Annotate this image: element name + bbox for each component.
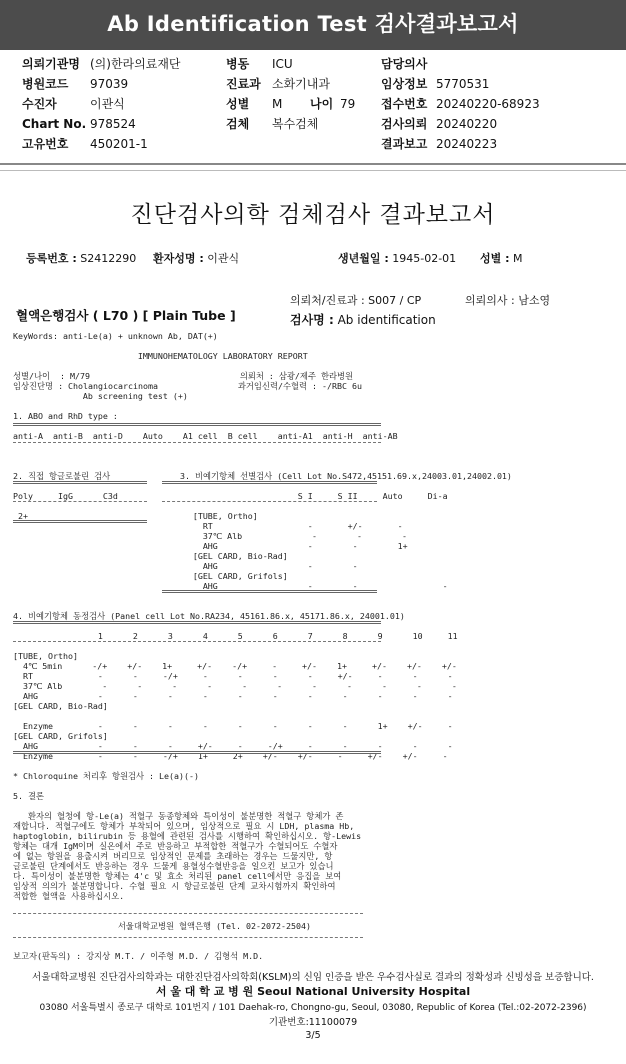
report-line: 에 없는 항원을 용출시켜 버리므로 임상적인 문제를 초래하는 경우는 드물지만, 항 [13, 851, 333, 861]
report-line: 서울대학교병원 혈액은행 (Tel. 02-2072-2504) [13, 921, 311, 931]
report-line: 1 2 3 4 5 6 7 8 9 10 11 [13, 631, 458, 641]
page-number: 3/5 [305, 1030, 321, 1041]
report-line: anti-A anti-B anti-D Auto A1 cell B cell anti-A1 anti-H anti-AB [13, 431, 398, 441]
specimen-value: Ab identification [337, 313, 436, 327]
info-row [22, 94, 181, 114]
report-title: 진단검사의학 검체검사 결과보고서 [130, 202, 496, 228]
info-row [226, 54, 355, 74]
separator [13, 520, 147, 523]
report-line [13, 601, 512, 611]
report-line: * Chloroquine 처리후 항원검사 : Le(a)(-) [13, 771, 199, 781]
info-value: 20240223 [436, 137, 498, 151]
info-label: 성별 [226, 97, 250, 111]
info-value: M [272, 97, 283, 111]
report-line: AHG - - 1+ [13, 541, 408, 551]
report-line: AHG - - [13, 561, 358, 571]
report-line: 임상적 의의가 불분명합니다. 수혈 필요 시 항글로불린 단계 교차시험까지 확인하여 [13, 881, 336, 891]
report-line [13, 641, 512, 651]
birth-date [338, 250, 456, 266]
report-line: 임상진단명 : Cholangiocarcinoma 과거임신력/수혈력 : -/RBC 6u [13, 381, 362, 391]
info-value: 이관식 [90, 97, 125, 111]
report-line: 재합니다. 적혈구에도 항체가 부착되어 있으며, 임상적으로 필요 시 LDH, plasma Hb, [13, 821, 355, 831]
info-value: 20240220 [436, 117, 498, 131]
report-line: 항체는 대개 IgM이며 실온에서 주로 반응하고 부적합한 적혈구가 수혈되어도 수혈자 [13, 841, 338, 851]
report-line: KeyWords: anti-Le(a) + unknown Ab, DAT(+) [13, 331, 218, 341]
dob-label: 생년월일 : [338, 252, 389, 265]
registration [26, 250, 136, 266]
separator [13, 501, 147, 502]
info-value: 복수검체 [272, 117, 319, 131]
info-label: 진료과 [226, 77, 261, 91]
separator [13, 442, 381, 443]
info-row [22, 134, 181, 154]
info-label: 검사의뢰 [381, 117, 428, 131]
patient-value: 이관식 [207, 252, 240, 265]
info-label: 나이 [310, 97, 334, 111]
info-row [22, 114, 181, 134]
header-title: Ab Identification Test 검사결과보고서 [107, 12, 519, 36]
report-line: Ab screening test (+) [13, 391, 188, 401]
separator [162, 501, 377, 502]
hospital-address: 03080 서울특별시 종로구 대학로 101번지 / 101 Daehak-ro, Chongno-gu, Seoul, 03080, Republic of Korea (Tel.:02-2072-2396) [39, 1003, 587, 1013]
doctor-line: 의뢰의사 : 남소영 [465, 294, 551, 307]
report-line [13, 931, 512, 941]
dob-value: 1945-02-01 [392, 252, 457, 265]
info-label: 수진자 [22, 97, 57, 111]
info-col1 [22, 54, 181, 154]
report-line [13, 341, 512, 351]
report-line [13, 451, 512, 461]
reg-label: 등록번호 : [26, 252, 77, 265]
separator [13, 937, 363, 938]
report-line [13, 361, 512, 371]
report-line [13, 711, 512, 721]
report-line: 글로불린 단계에서도 반응하는 경우 드물게 용혈성수혈반응을 일으킨 보고가 있습니 [13, 861, 334, 871]
info-value: 소화기내과 [272, 77, 330, 91]
patient-label: 환자성명 : [153, 252, 204, 265]
header-bar [0, 0, 626, 50]
info-col2 [226, 54, 355, 134]
report-line [13, 781, 512, 791]
report-line: RT - +/- - [13, 521, 403, 531]
hospital-name: 서 울 대 학 교 병 원 Seoul National University Hospital [155, 985, 471, 998]
report-line: RT - - -/+ - - - - +/- - - - [13, 671, 453, 681]
separator [162, 481, 377, 484]
info-row [381, 134, 540, 154]
separator [13, 751, 381, 754]
separator [13, 481, 147, 484]
report-line [13, 801, 512, 811]
info-row [226, 94, 355, 114]
report-line: 5. 결론 [13, 791, 45, 801]
separator [13, 641, 381, 642]
report-line: Enzyme - - -/+ 1+ 2+ +/- +/- - +/- +/- - [13, 751, 448, 761]
report-line: 4℃ 5min -/+ +/- 1+ +/- -/+ - +/- 1+ +/- +/- +/- [13, 661, 457, 671]
info-row [381, 74, 540, 94]
info-row [22, 54, 181, 74]
info-row [381, 114, 540, 134]
test-name: 혈액은행검사 ( L70 ) [ Plain Tube ] [16, 308, 236, 323]
info-value: 450201-1 [90, 137, 148, 151]
patient-sex [480, 250, 522, 266]
info-row [226, 114, 355, 134]
report-line [13, 901, 512, 911]
report-line: 1. ABO and RhD type : [13, 411, 118, 421]
info-row [381, 94, 540, 114]
report-line: AHG - - - +/- - -/+ - - - - - [13, 741, 453, 751]
report-line: 다. 특이성이 불분명한 항체는 4'c 및 효소 처리된 panel cell에서만 응집을 보여 [13, 871, 342, 881]
report-line: [GEL CARD, Grifols] [13, 731, 108, 741]
report-line: haptoglobin, bilirubin 등 용혈에 관련된 검사를 시행하여 확인하십시오. 항-Lewis [13, 831, 362, 841]
separator [13, 621, 381, 624]
org-code: 기관번호:11100079 [268, 1017, 358, 1028]
report-line: Poly IgG C3d S I S II Auto Di-a [13, 491, 448, 501]
info-value: 97039 [90, 77, 129, 91]
report-line: AHG - - - [13, 581, 448, 591]
separator [13, 913, 363, 914]
report-line [13, 761, 512, 771]
info-label: 접수번호 [381, 97, 428, 111]
info-label: 병원코드 [22, 77, 69, 91]
sex-label: 성별 : [480, 252, 510, 265]
report-line: 37℃ Alb - - - - - - - - - - - [13, 681, 457, 691]
separator [13, 423, 381, 426]
info-label: 담당의사 [381, 57, 428, 71]
info-value: 5770531 [436, 77, 490, 91]
report-line: IMMUNOHEMATOLOGY LABORATORY REPORT [13, 351, 308, 361]
report-line: 보고자(판독의) : 강지상 M.T. / 이주형 M.D. / 김형석 M.D. [13, 951, 264, 961]
report-line: 37℃ Alb - - - [13, 531, 407, 541]
report-line: AHG - - - - - - - - - - - [13, 691, 453, 701]
patient-name [153, 250, 239, 266]
specimen-label: 검사명 : [290, 313, 334, 327]
report-line: [GEL CARD, Bio-Rad] [13, 701, 108, 711]
report-line [13, 501, 512, 511]
header-divider-thin [0, 170, 626, 171]
report-line [13, 941, 512, 951]
separator [162, 590, 377, 593]
report-line [13, 461, 512, 471]
info-value: 20240220-68923 [436, 97, 540, 111]
report-line: [GEL CARD, Grifols] [13, 571, 288, 581]
report-line: 2+ [TUBE, Ortho] [13, 511, 258, 521]
info-label: 병동 [226, 57, 250, 71]
info-col3 [381, 54, 540, 154]
info-label: Chart No. [22, 117, 87, 131]
specimen [290, 311, 436, 328]
info-label: 검체 [226, 117, 250, 131]
report-line: 적합한 혈액을 사용하십시오. [13, 891, 125, 901]
report-line: 4. 비예기항체 동정검사 (Panel cell Lot No.RA234, 45161.86.x, 45171.86.x, 24001.01) [13, 611, 405, 621]
info-label: 의뢰기관명 [22, 57, 80, 71]
info-label: 결과보고 [381, 137, 428, 151]
header-divider [0, 163, 626, 165]
info-label: 고유번호 [22, 137, 69, 151]
reg-value: S2412290 [80, 252, 137, 265]
info-row [381, 54, 540, 74]
report-line: Enzyme - - - - - - - - 1+ +/- - [13, 721, 453, 731]
report-line: 성별/나이 : M/79 의뢰처 : 삼광/제주 한라병원 [13, 371, 354, 381]
info-value: ICU [272, 57, 293, 71]
info-row [226, 74, 355, 94]
sex-value: M [512, 252, 523, 265]
report-line: 2. 직접 항글로불린 검사 3. 비예기항체 선별검사 (Cell Lot No.S472,45151.69.x,24003.01,24002.01) [13, 471, 512, 481]
report-line [13, 401, 512, 411]
department-line: 의뢰처/진료과 : S007 / CP [290, 294, 422, 307]
info-value: (의)한라의료재단 [90, 57, 181, 71]
info-value: 978524 [90, 117, 136, 131]
report-line: [GEL CARD, Bio-Rad] [13, 551, 288, 561]
info-row [22, 74, 181, 94]
info-value: 79 [340, 97, 356, 111]
report-line: [TUBE, Ortho] [13, 651, 78, 661]
report-line: 환자의 혈청에 항-Le(a) 적혈구 동종항체와 특이성이 불분명한 적혈구 항체가 존 [13, 811, 344, 821]
certification-text: 서울대학교병원 진단검사의학과는 대한진단검사의학회(KSLM)의 신임 인증을 받은 우수검사실로 결과의 정확성과 신빙성을 보증합니다. [32, 972, 594, 983]
info-label: 임상정보 [381, 77, 428, 91]
